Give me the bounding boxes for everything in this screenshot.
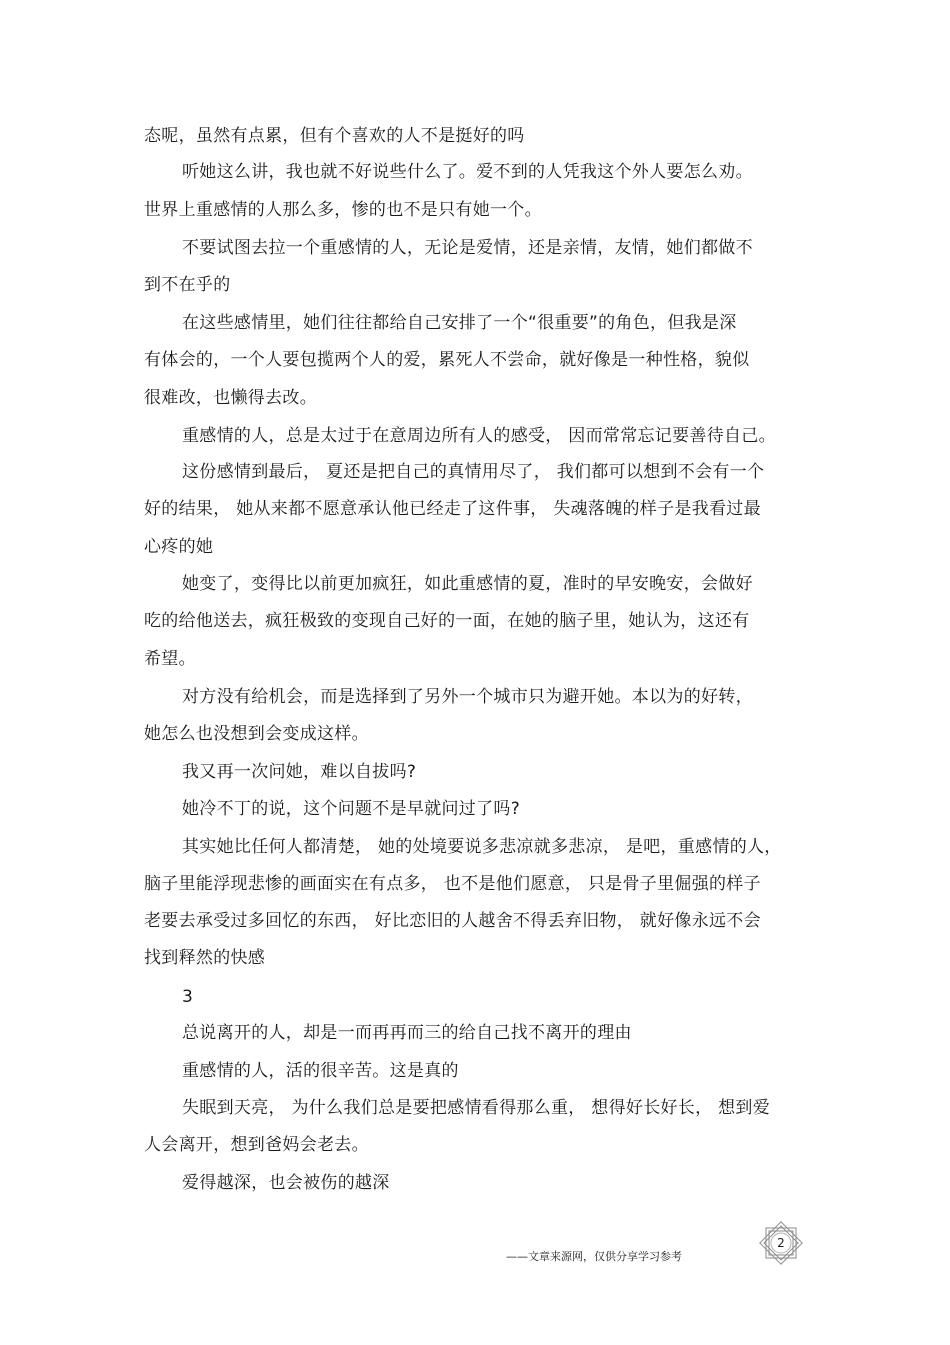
text-line: 爱得越深，也会被伤的越深 — [182, 1173, 390, 1193]
text-line: 她怎么也没想到会变成这样。 — [144, 724, 369, 744]
text-line: 吃的给他送去，疯狂极致的变现自己好的一面，在她的脑子里，她认为，这还有 — [144, 611, 750, 631]
page-number: 2 — [777, 1236, 785, 1250]
text-line: 她变了，变得比以前更加疯狂，如此重感情的夏，准时的早安晚安，会做好 — [182, 574, 753, 594]
text-line: 人会离开，想到爸妈会老去。 — [144, 1135, 369, 1155]
section-number: 3 — [182, 987, 194, 1007]
text-line: 失眠到天亮， 为什么我们总是要把感情看得那么重， 想得好长好长， 想到爱 — [182, 1098, 771, 1118]
text-line: 重感情的人，活的很辛苦。这是真的 — [182, 1061, 459, 1081]
text-line: 希望。 — [144, 649, 196, 669]
text-line: 很难改，也懒得去改。 — [144, 388, 317, 408]
text-line: 好的结果， 她从来都不愿意承认他已经走了这件事， 失魂落魄的样子是我看过最 — [144, 499, 761, 519]
text-line: 态呢，虽然有点累，但有个喜欢的人不是挺好的吗 — [144, 126, 525, 146]
text-line: 这份感情到最后， 夏还是把自己的真情用尽了， 我们都可以想到不会有一个 — [182, 462, 765, 482]
text-line: 不要试图去拉一个重感情的人，无论是爱情，还是亲情，友情，她们都做不 — [182, 238, 753, 258]
text-line: 心疼的她 — [144, 537, 214, 557]
text-line: 脑子里能浮现悲惨的画面实在有点多， 也不是他们愿意， 只是骨子里倔强的样子 — [144, 874, 761, 894]
text-line: 重感情的人，总是太过于在意周边所有人的感受， 因而常常忘记要善待自己。 — [182, 426, 776, 446]
text-line: 找到释然的快感 — [144, 948, 266, 968]
text-line: 我又再一次问她，难以自拔吗? — [182, 762, 417, 782]
text-line: 到不在乎的 — [144, 275, 231, 295]
text-line: 她冷不丁的说，这个问题不是早就问过了吗? — [182, 799, 521, 819]
text-line: 有体会的，一个人要包揽两个人的爱，累死人不尝命，就好像是一种性格，貌似 — [144, 350, 750, 370]
text-line: 老要去承受过多回忆的东西， 好比恋旧的人越舍不得丢弃旧物， 就好像永远不会 — [144, 911, 761, 931]
text-line: 其实她比任何人都清楚， 她的处境要说多悲凉就多悲凉， 是吧，重感情的人， — [182, 837, 782, 857]
text-line: 世界上重感情的人那么多，惨的也不是只有她一个。 — [144, 200, 542, 220]
text-line: 对方没有给机会，而是选择到了另外一个城市只为避开她。本以为的好转， — [182, 687, 753, 707]
footer-source-note: ——文章来源网，仅供分享学习参考 — [506, 1250, 682, 1263]
text-line: 在这些感情里，她们往往都给自己安排了一个“很重要”的角色，但我是深 — [182, 313, 737, 333]
page-number-badge — [756, 1218, 806, 1268]
text-line: 总说离开的人，却是一而再再而三的给自己找不离开的理由 — [182, 1023, 632, 1043]
text-line: 听她这么讲，我也就不好说些什么了。爱不到的人凭我这个外人要怎么劝。 — [182, 162, 753, 182]
